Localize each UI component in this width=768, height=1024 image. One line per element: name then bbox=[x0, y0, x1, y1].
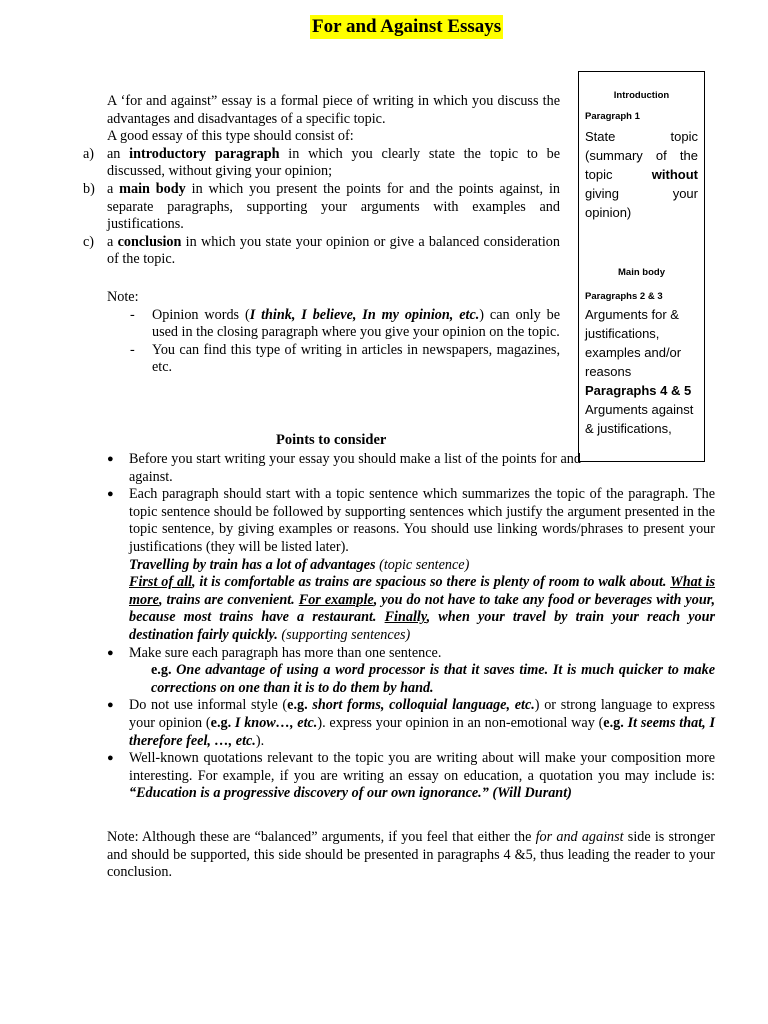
eg-label: e.g. bbox=[210, 714, 232, 731]
list-text: in which you state your opinion or give a balanced consideration of the topic. bbox=[107, 233, 560, 268]
bullet-text: Before you start writing your essay you should make a list of the points for and against. bbox=[129, 451, 581, 485]
bullet-icon: ● bbox=[107, 752, 114, 765]
bullet-icon: ● bbox=[107, 488, 114, 501]
list-marker: b) bbox=[83, 180, 95, 197]
list-item bbox=[83, 180, 560, 234]
list-text: a bbox=[107, 180, 120, 197]
example-tag: (supporting sentences) bbox=[277, 626, 411, 643]
list-text: in which you present the points for and the points against, in separate paragraphs, supporting your arguments with examples and justifications. bbox=[107, 180, 560, 233]
sidebar-text-paragraphs-4-5: Arguments against & justifications, bbox=[585, 402, 694, 436]
sidebar-heading-introduction: Introduction bbox=[613, 90, 670, 101]
note-section bbox=[107, 289, 560, 377]
linking-word: First of all bbox=[129, 574, 192, 591]
example-text: , when your travel by train your reach your destination fairly quickly. bbox=[129, 609, 715, 643]
note-text: Opinion words ( bbox=[152, 306, 250, 323]
example-sentence bbox=[129, 662, 715, 697]
eg-label: e.g. bbox=[603, 714, 624, 731]
sidebar-line: State topic bbox=[585, 129, 698, 144]
points-list bbox=[107, 451, 715, 803]
list-text: an bbox=[107, 145, 130, 162]
dash-marker: - bbox=[130, 341, 135, 358]
example-text: It seems that, I therefore feel, …, etc. bbox=[129, 714, 715, 749]
linking-word: Finally bbox=[384, 609, 427, 626]
sidebar-label-paragraphs-4-5: Paragraphs 4 & 5 bbox=[585, 383, 692, 398]
list-text: in which you clearly state the topic to be discussed, without giving your opinion; bbox=[107, 145, 560, 180]
example-text: Travelling by train has a lot of advantages bbox=[129, 556, 376, 573]
bullet-text: Each paragraph should start with a topic sentence which summarizes the topic of the paragraph. The topic sentence should be followed by supporting sentences which justify the argument presented in the topic sentence, by giving examples or reasons. You should use linking words/phrases to present your justifications (they will be listed later). bbox=[129, 486, 715, 555]
note-text: Note: Although these are “balanced” arguments, if you feel that either the bbox=[107, 829, 536, 845]
example-topic-sentence bbox=[129, 557, 715, 575]
sidebar-label-paragraph-1: Paragraph 1 bbox=[585, 111, 640, 122]
final-note-text bbox=[107, 829, 715, 882]
note-label: Note: bbox=[107, 289, 139, 305]
example-text: I know…, etc. bbox=[231, 714, 318, 731]
bullet-text: Do not use informal style ( bbox=[129, 697, 288, 714]
section-heading: Points to consider bbox=[276, 432, 387, 448]
bullet-icon: ● bbox=[107, 453, 114, 465]
sidebar-text-paragraphs-2-3: Arguments for & justifications, examples and/or reasons bbox=[585, 307, 682, 379]
sidebar-bold-word: without bbox=[651, 167, 698, 182]
intro-paragraph-1: A ‘for and against” essay is a formal piece of writing in which you discuss the advantages and disadvantages of a specific topic. bbox=[107, 93, 560, 127]
sidebar-word: topic bbox=[585, 167, 613, 182]
eg-label: e.g. bbox=[287, 697, 308, 714]
bullet-text: ) or strong language to express your opinion ( bbox=[129, 697, 715, 731]
list-item bbox=[107, 645, 715, 698]
list-item bbox=[107, 451, 581, 486]
bullet-text: ). express your opinion in an non-emotional way ( bbox=[317, 714, 604, 731]
linking-word: For example bbox=[298, 591, 374, 608]
opinion-words: I think, I believe, In my opinion, etc. bbox=[249, 306, 480, 323]
note-text: You can find this type of writing in articles in newspapers, magazines, etc. bbox=[152, 341, 560, 376]
list-item bbox=[107, 750, 715, 803]
list-item bbox=[107, 307, 560, 342]
quotation: “Education is a progressive discovery of our own ignorance.” (Will Durant) bbox=[129, 785, 572, 802]
sidebar-label-paragraphs-2-3: Paragraphs 2 & 3 bbox=[585, 291, 663, 302]
example-supporting-sentences bbox=[129, 574, 715, 644]
note-text: ) can only be used in the closing paragraph where you give your opinion on the topic. bbox=[152, 306, 560, 341]
note-italic: for and against bbox=[535, 829, 624, 845]
example-tag: (topic sentence) bbox=[375, 556, 470, 573]
list-bold-term: introductory paragraph bbox=[129, 145, 280, 162]
sidebar-line bbox=[585, 165, 698, 184]
bullet-text: ). bbox=[255, 732, 265, 749]
eg-label: e.g. bbox=[151, 662, 172, 679]
structure-sidebar bbox=[578, 71, 705, 462]
example-text: , trains are convenient. bbox=[158, 591, 299, 608]
sidebar-line: opinion) bbox=[585, 205, 632, 220]
note-list bbox=[107, 307, 560, 377]
list-item bbox=[107, 697, 715, 750]
list-item bbox=[107, 486, 715, 644]
list-marker: a) bbox=[83, 145, 95, 162]
bullet-text: Well-known quotations relevant to the topic you are writing about will make your composition more interesting. For example, if you are writing an essay on education, a quotation you may include is: bbox=[129, 750, 715, 784]
intro-paragraph-2: A good essay of this type should consist of: bbox=[107, 128, 354, 145]
final-note bbox=[107, 829, 715, 882]
list-text: a bbox=[107, 233, 118, 250]
sidebar-heading-main-body: Main body bbox=[618, 267, 665, 278]
list-item bbox=[107, 342, 560, 377]
sidebar-line: giving your bbox=[585, 186, 698, 201]
example-text: , you do not have to take any food or beverages with your, because most trains have a restaurant. bbox=[129, 591, 716, 626]
list-marker: c) bbox=[83, 233, 95, 250]
bullet-icon: ● bbox=[107, 646, 114, 659]
intro-section bbox=[83, 93, 560, 269]
example-text: short forms, colloquial language, etc. bbox=[307, 697, 535, 714]
bullet-icon: ● bbox=[107, 699, 114, 712]
sidebar-text-paragraph-1 bbox=[585, 127, 698, 222]
list-bold-term: main body bbox=[119, 180, 186, 197]
example-text: One advantage of using a word processor is that it saves time. It is much quicker to make corrections on one than it is to do them by hand. bbox=[151, 662, 715, 696]
list-bold-term: conclusion bbox=[117, 233, 182, 250]
page-title: For and Against Essays bbox=[312, 16, 502, 37]
list-item bbox=[83, 233, 560, 269]
example-text: , it is comfortable as trains are spacious so there is plenty of room to walk about. bbox=[191, 574, 671, 591]
list-item bbox=[83, 145, 560, 181]
bullet-text: Make sure each paragraph has more than one sentence. bbox=[129, 644, 442, 661]
linking-word: What is more bbox=[129, 574, 716, 608]
dash-marker: - bbox=[130, 306, 135, 323]
note-text: side is stronger and should be supported, this side should be presented in paragraphs 4 &5, thus leading the reader to your conclusion. bbox=[107, 829, 715, 881]
sidebar-line: (summary of the bbox=[585, 148, 698, 163]
structure-list bbox=[83, 145, 560, 269]
